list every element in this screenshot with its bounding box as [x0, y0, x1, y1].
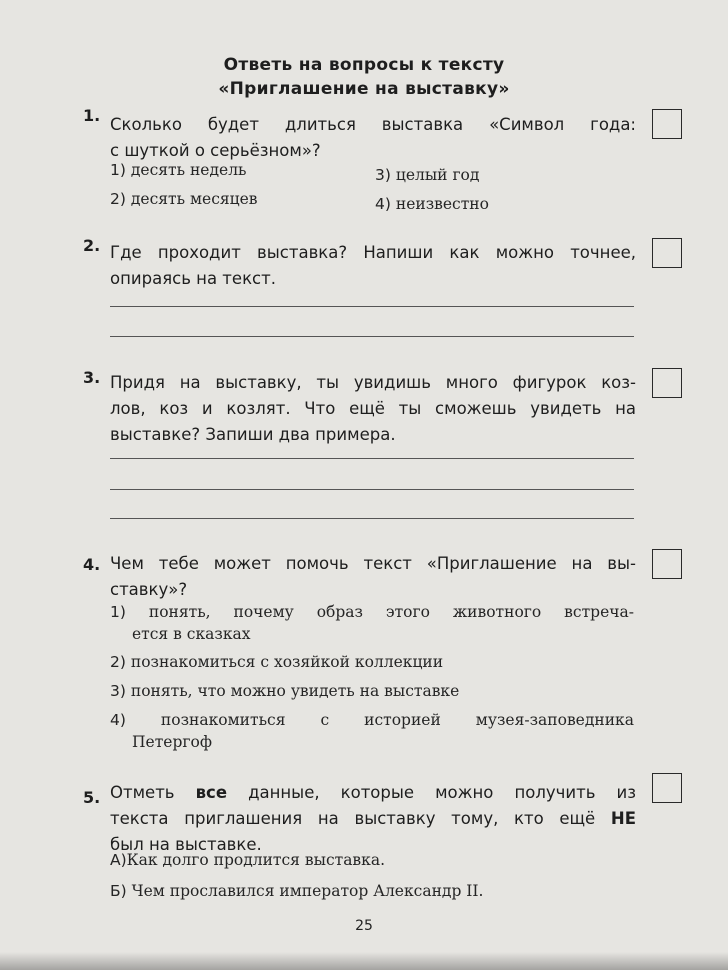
option-number: 3)	[375, 166, 391, 184]
question-5-line-2	[110, 806, 636, 832]
question-5-line-1-c: данные, которые можно получить из	[227, 783, 637, 802]
question-1-option-4[interactable]	[375, 193, 489, 215]
question-3-line-2: лов, коз и козлят. Что ещё ты сможешь увидеть на	[110, 399, 636, 418]
question-2-number: 2.	[83, 236, 101, 255]
question-4-option-3[interactable]	[110, 680, 459, 702]
question-4-text	[110, 551, 636, 603]
option-text-continued: ется в сказках	[132, 625, 251, 643]
option-number: 2)	[110, 190, 126, 208]
question-3-answer-line-3[interactable]	[110, 518, 634, 519]
question-3-text	[110, 370, 636, 448]
question-5-line-1-a: Отметь	[110, 783, 196, 802]
question-1-option-2[interactable]	[110, 188, 258, 210]
question-1-number: 1.	[83, 106, 101, 125]
question-5-emphasis-not: НЕ	[610, 809, 636, 828]
question-5-option-b[interactable]	[110, 880, 483, 902]
question-3-number: 3.	[83, 368, 101, 387]
question-3-answer-line-1[interactable]	[110, 458, 634, 459]
option-text: Как долго продлится выставка.	[126, 851, 386, 869]
option-text: понять, почему образ этого животного встреча-	[148, 603, 634, 621]
option-text: десять недель	[130, 161, 247, 179]
question-5-line-2-a: текста приглашения на выставку тому, кто ещё	[110, 809, 611, 828]
question-5-emphasis-all: все	[195, 783, 228, 802]
question-1-option-3[interactable]	[375, 164, 479, 186]
page-number: 25	[355, 918, 373, 934]
question-4-number: 4.	[83, 555, 101, 574]
option-text: десять месяцев	[130, 190, 258, 208]
question-3-line-1: Придя на выставку, ты увидишь много фигурок коз-	[110, 373, 636, 392]
option-number: 1)	[110, 161, 126, 179]
question-5-answer-box[interactable]	[652, 773, 682, 803]
question-4-line-2: ставку»?	[110, 580, 188, 599]
question-4-option-1[interactable]	[110, 601, 634, 645]
question-3-line-3: выставке? Запиши два примера.	[110, 425, 396, 444]
question-4-option-4[interactable]	[110, 709, 634, 753]
option-number: 2)	[110, 653, 126, 671]
option-number: 1)	[110, 603, 126, 621]
question-5-number: 5.	[83, 788, 101, 807]
option-number: 4)	[110, 711, 126, 729]
question-2-answer-box[interactable]	[652, 238, 682, 268]
question-1-line-1: Сколько будет длиться выставка «Символ года:	[110, 115, 636, 134]
question-1-line-2: с шуткой о серьёзном»?	[110, 141, 321, 160]
option-text: познакомиться с хозяйкой коллекции	[130, 653, 444, 671]
option-number: 3)	[110, 682, 126, 700]
question-5-line-3: был на выставке.	[110, 835, 262, 854]
question-1-text	[110, 112, 636, 164]
option-number: 4)	[375, 195, 391, 213]
question-2-text	[110, 240, 636, 292]
page-title-line2: «Приглашение на выставку»	[218, 79, 510, 99]
question-3-answer-box[interactable]	[652, 368, 682, 398]
option-text-continued: Петергоф	[132, 733, 212, 751]
option-text: целый год	[395, 166, 480, 184]
question-2-line-1: Где проходит выставка? Напиши как можно точнее,	[110, 243, 636, 262]
question-5-text	[110, 780, 636, 858]
option-letter: А)	[110, 851, 127, 869]
question-2-line-2: опираясь на текст.	[110, 269, 276, 288]
question-4-answer-box[interactable]	[652, 549, 682, 579]
option-letter: Б)	[110, 882, 127, 900]
page-title-line1: Ответь на вопросы к тексту	[223, 55, 505, 75]
question-1-option-1[interactable]	[110, 159, 246, 181]
question-4-option-2[interactable]	[110, 651, 443, 673]
option-text: понять, что можно увидеть на выставке	[130, 682, 460, 700]
option-text: Чем прославился император Александр II.	[131, 882, 484, 900]
question-3-answer-line-2[interactable]	[110, 489, 634, 490]
option-text: познакомиться с историей музея-заповедника	[160, 711, 634, 729]
question-5-option-a[interactable]	[110, 849, 385, 871]
question-2-answer-line-1[interactable]	[110, 306, 634, 307]
question-2-answer-line-2[interactable]	[110, 336, 634, 337]
question-4-line-1: Чем тебе может помочь текст «Приглашение на вы-	[110, 554, 636, 573]
option-text: неизвестно	[395, 195, 489, 213]
question-5-line-1	[110, 780, 636, 806]
question-1-answer-box[interactable]	[652, 109, 682, 139]
